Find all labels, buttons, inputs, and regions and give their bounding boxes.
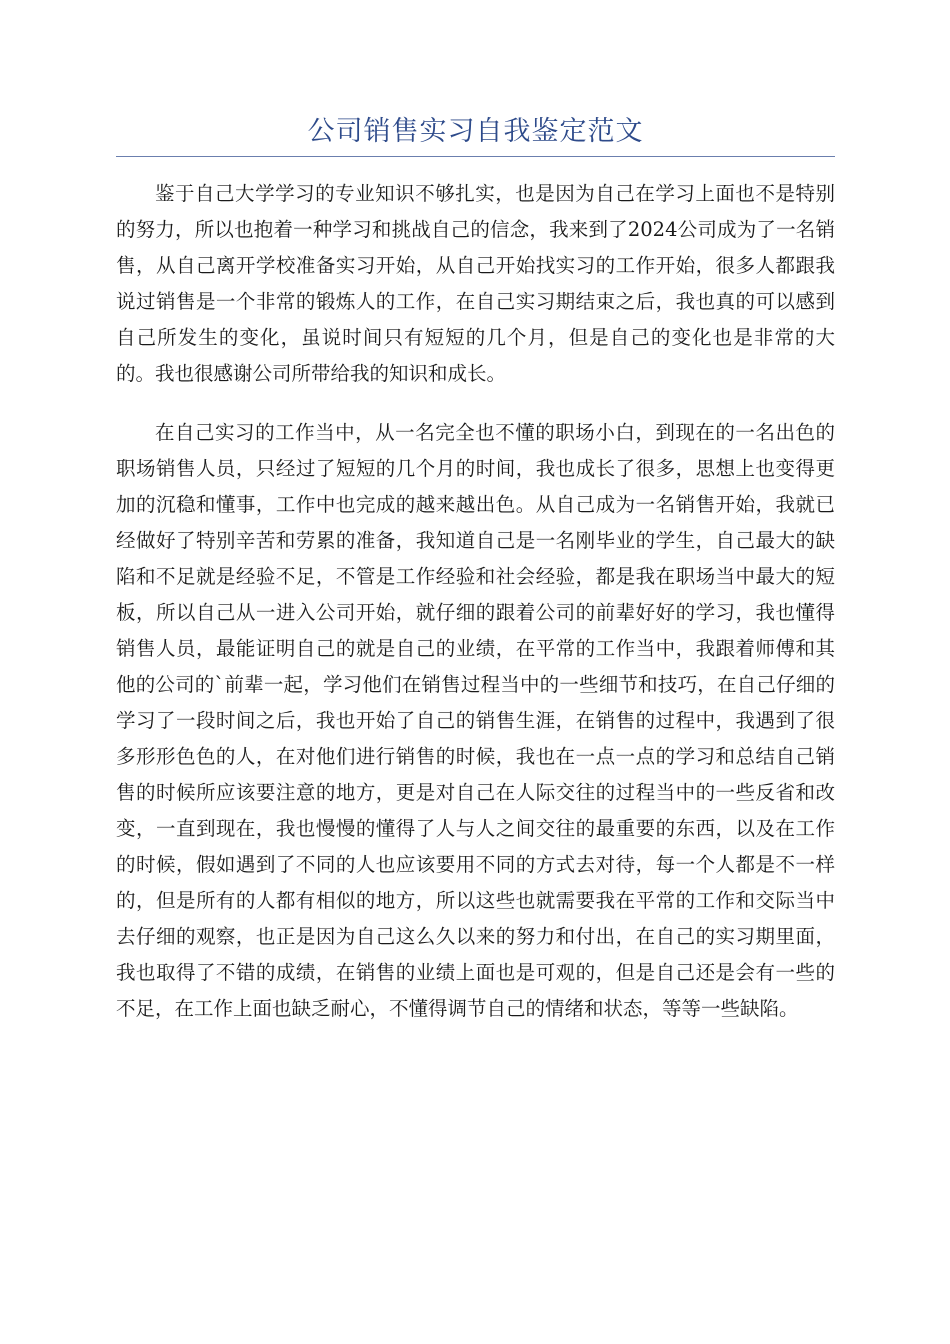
document-body [116, 176, 835, 1050]
title-block [116, 112, 835, 157]
document-title: 公司销售实习自我鉴定范文 [307, 116, 644, 147]
paragraph-1: 鉴于自己大学学习的专业知识不够扎实，也是因为自己在学习上面也不是特别的努力，所以也抱着一种学习和挑战自己的信念，我来到了2024公司成为了一名销售，从自己离开学校准备实习开始，从自己开始找实习的工作开始，很多人都跟我说过销售是一个非常的锻炼人的工作，在自己实习期结束之后，我也真的可以感到自己所发生的变化，虽说时间只有短短的几个月，但是自己的变化也是非常的大的。我也很感谢公司所带给我的知识和成长。 [116, 182, 835, 385]
paragraph-2: 在自己实习的工作当中，从一名完全也不懂的职场小白，到现在的一名出色的职场销售人员，只经过了短短的几个月的时间，我也成长了很多，思想上也变得更加的沉稳和懂事，工作中也完成的越来越出色。从自己成为一名销售开始，我就已经做好了特别辛苦和劳累的准备，我知道自己是一名刚毕业的学生，自己最大的缺陷和不足就是经验不足，不管是工作经验和社会经验，都是我在职场当中最大的短板，所以自己从一进入公司开始，就仔细的跟着公司的前辈好好的学习，我也懂得销售人员，最能证明自己的就是自己的业绩，在平常的工作当中，我跟着师傅和其他的公司的`前辈一起，学习他们在销售过程当中的一些细节和技巧，在自己仔细的学习了一段时间之后，我也开始了自己的销售生涯，在销售的过程中，我遇到了很多形形色色的人，在对他们进行销售的时候，我也在一点一点的学习和总结自己销售的时候所应该要注意的地方，更是对自己在人际交往的过程当中的一些反省和改变，一直到现在，我也慢慢的懂得了人与人之间交往的最重要的东西，以及在工作的时候，假如遇到了不同的人也应该要用不同的方式去对待，每一个人都是不一样的，但是所有的人都有相似的地方，所以这些也就需要我在平常的工作和交际当中去仔细的观察，也正是因为自己这么久以来的努力和付出，在自己的实习期里面，我也取得了不错的成绩，在销售的业绩上面也是可观的，但是自己还是会有一些的不足，在工作上面也缺乏耐心，不懂得调节自己的情绪和状态，等等一些缺陷。 [116, 421, 835, 1020]
